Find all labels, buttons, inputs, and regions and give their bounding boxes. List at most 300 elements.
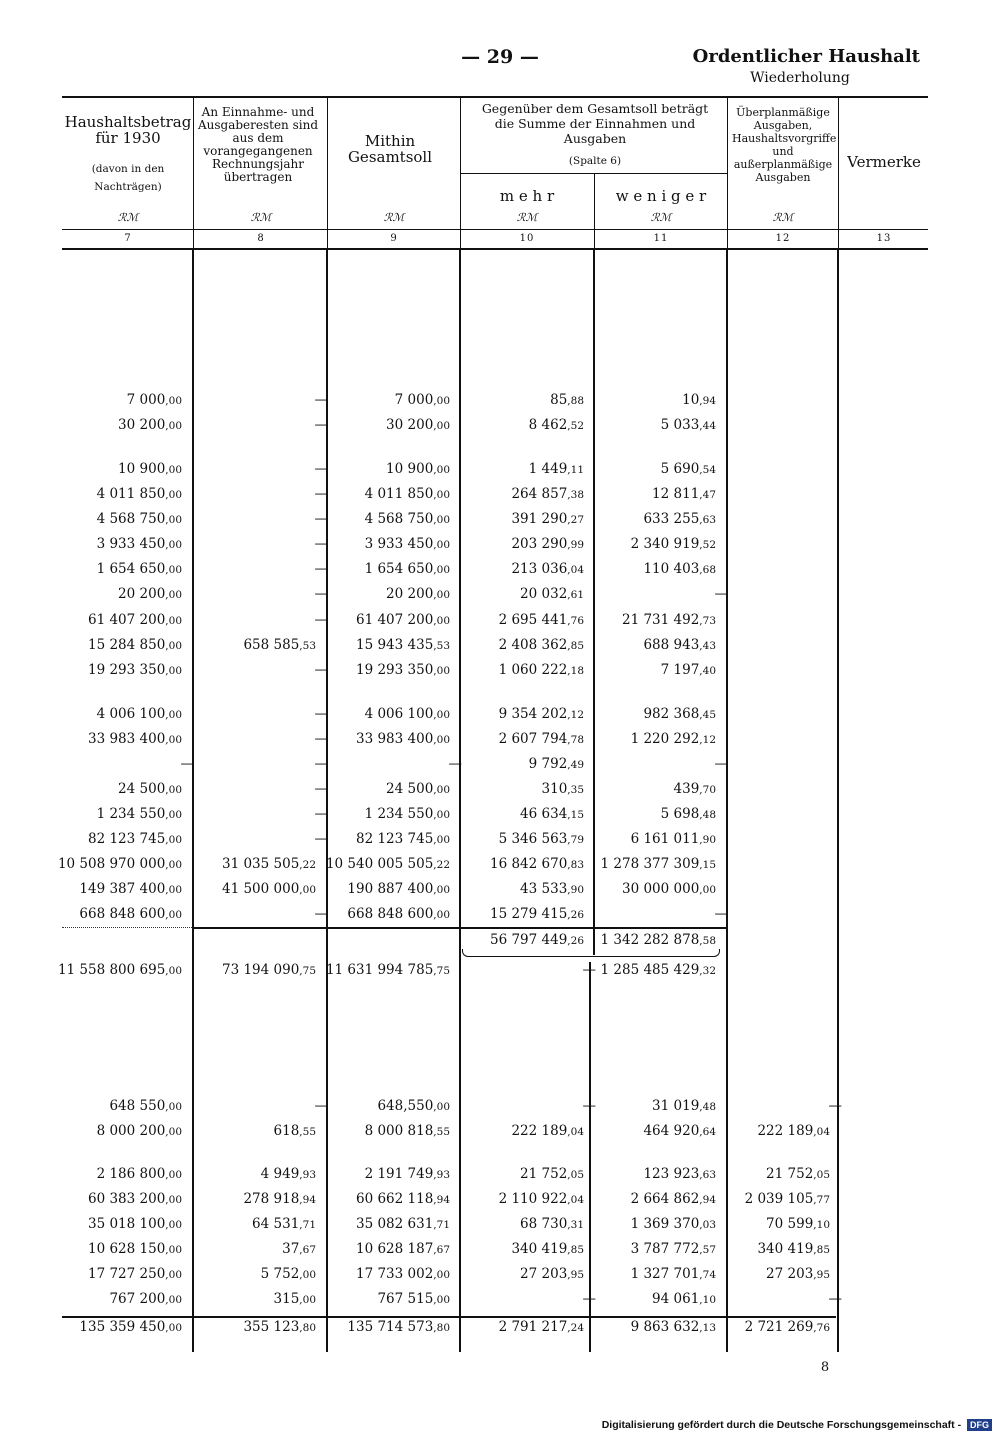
cell-fraction: ,00 <box>165 514 182 526</box>
cell-fraction: ,27 <box>567 514 584 526</box>
cell-value: 2 791 217 <box>498 1319 568 1335</box>
cell-value: 9 863 632 <box>630 1319 700 1335</box>
header-col7-note: (davon in den Nachträgen) <box>91 163 165 193</box>
cell-c12 <box>745 1190 830 1209</box>
cell-value: 464 920 <box>643 1123 700 1139</box>
cell-fraction: ,12 <box>567 709 584 721</box>
col-rule-12-13-header <box>838 97 839 249</box>
cell-fraction: ,00 <box>165 884 182 896</box>
page-subtitle: Wiederholung <box>750 70 850 86</box>
cell-c10 <box>542 780 584 799</box>
cell-value: 60 662 118 <box>356 1191 434 1207</box>
cell-fraction: ,80 <box>433 1322 450 1334</box>
header-col11: w e n i g e r <box>615 187 707 205</box>
cell-c8 <box>274 1290 316 1309</box>
cell-c10 <box>490 855 584 874</box>
cell-value: 668 848 600 <box>79 906 166 922</box>
cell-value: 9 792 <box>528 756 568 772</box>
cell-fraction: ,26 <box>567 935 584 947</box>
cell-c12 <box>766 1165 830 1184</box>
digitization-text: Digitalisierung gefördert durch die Deutsche Forschungsgemeinschaft - <box>601 1419 962 1431</box>
cell-value: 315 <box>273 1291 300 1307</box>
cell-value: 4 568 750 <box>364 511 434 527</box>
cell-value: — <box>314 511 328 527</box>
cell-c10 <box>520 805 584 824</box>
cell-c7 <box>109 1097 182 1116</box>
colnum-11: 11 <box>653 233 669 244</box>
cell-c11 <box>661 661 716 680</box>
unit-col8: ℛℳ <box>250 211 272 224</box>
cell-c10 <box>499 830 584 849</box>
cell-c10 <box>511 1122 584 1141</box>
cell-fraction: ,00 <box>433 464 450 476</box>
cell-fraction: ,00 <box>299 1269 316 1281</box>
cell-value: — <box>180 756 194 772</box>
cell-fraction: ,04 <box>567 564 584 576</box>
cell-value: 5 346 563 <box>498 831 568 847</box>
cell-fraction: ,22 <box>433 859 450 871</box>
cell-value: 10 508 970 000 <box>57 856 166 872</box>
cell-value: — <box>714 586 728 602</box>
cell-value: 10 540 005 505 <box>325 856 434 872</box>
cell-value: — <box>314 486 328 502</box>
cell-value: 222 189 <box>511 1123 568 1139</box>
cell-value: 5 033 <box>660 417 700 433</box>
cell-c7 <box>88 1240 182 1259</box>
cell-c10 <box>511 1240 584 1259</box>
cell-c10 <box>490 905 584 924</box>
cell-value: — <box>314 561 328 577</box>
cell-c11 <box>715 905 729 924</box>
col-rule-9-10-header <box>460 97 461 249</box>
cell-fraction: ,52 <box>699 539 716 551</box>
cell-c7 <box>118 460 182 479</box>
cell-c9 <box>365 1122 450 1141</box>
header-col9: Mithin Gesamtsoll <box>347 132 433 166</box>
cell-value: 340 419 <box>757 1241 814 1257</box>
cell-value: — <box>314 706 328 722</box>
colnum-13: 13 <box>876 233 892 244</box>
cell-value: — <box>314 662 328 678</box>
cell-c8 <box>315 416 329 435</box>
dfg-logo: DFG <box>967 1419 992 1431</box>
cell-value: 61 407 200 <box>88 612 166 628</box>
cell-fraction: ,93 <box>433 1169 450 1181</box>
cell-value: 2 340 919 <box>630 536 700 552</box>
cell-value: — <box>828 1291 842 1307</box>
cell-fraction: ,11 <box>567 464 584 476</box>
cell-fraction: ,90 <box>567 884 584 896</box>
cell-fraction: ,83 <box>567 859 584 871</box>
cell-value: 35 082 631 <box>356 1216 434 1232</box>
cell-c9 <box>386 780 450 799</box>
cell-value: 30 200 <box>386 417 434 433</box>
cell-c8 <box>222 855 316 874</box>
cell-c8 <box>315 585 329 604</box>
cell-value: 10 900 <box>118 461 166 477</box>
cell-value: 2 607 794 <box>498 731 568 747</box>
cell-value: — <box>314 756 328 772</box>
cell-c9 <box>377 1097 450 1116</box>
cell-value: — <box>314 536 328 552</box>
cell-fraction: ,94 <box>699 395 716 407</box>
cell-value: — <box>582 1291 596 1307</box>
cell-fraction: ,04 <box>567 1194 584 1206</box>
cell-c8 <box>315 560 329 579</box>
cell-fraction: ,05 <box>567 1169 584 1181</box>
cell-c7 <box>97 560 182 579</box>
cell-value: 190 887 400 <box>347 881 434 897</box>
cell-fraction: ,15 <box>699 859 716 871</box>
cell-value: 68 730 <box>520 1216 568 1232</box>
cell-value: — <box>582 1098 596 1114</box>
cell-c11 <box>674 780 716 799</box>
cell-value: 33 983 400 <box>88 731 166 747</box>
cell-c7 <box>58 855 182 874</box>
cell-fraction: ,00 <box>165 539 182 551</box>
cell-fraction: ,73 <box>699 615 716 627</box>
cell-c8 <box>315 905 329 924</box>
cell-fraction: ,64 <box>699 1126 716 1138</box>
cell-value: 8 000 200 <box>96 1123 166 1139</box>
cell-fraction: ,00 <box>165 965 182 977</box>
cell-c11 <box>631 830 716 849</box>
cell-fraction: ,75 <box>299 965 316 977</box>
cell-value: — <box>314 831 328 847</box>
cell-fraction: ,00 <box>433 589 450 601</box>
cell-c10 <box>499 1318 584 1337</box>
cell-value: 1 278 377 309 <box>600 856 700 872</box>
cell-c8 <box>315 391 329 410</box>
cell-value: 73 194 090 <box>222 962 300 978</box>
cell-fraction: ,54 <box>699 464 716 476</box>
cell-fraction: ,00 <box>433 489 450 501</box>
cell-value: 56 797 449 <box>490 932 568 948</box>
cell-fraction: ,79 <box>567 834 584 846</box>
cell-value: 3 933 450 <box>364 536 434 552</box>
cell-c10 <box>499 661 584 680</box>
subtotal-rule <box>192 927 727 929</box>
footer-page-number: 8 <box>820 1360 830 1375</box>
colnum-12: 12 <box>775 233 791 244</box>
cell-c9 <box>347 880 450 899</box>
cell-fraction: ,68 <box>699 564 716 576</box>
cell-c9 <box>365 510 450 529</box>
col-rule-9-10 <box>459 250 461 1352</box>
cell-value: 37 <box>282 1241 300 1257</box>
cell-value: 17 733 002 <box>356 1266 434 1282</box>
cell-fraction: ,94 <box>433 1194 450 1206</box>
cell-value: 3 933 450 <box>96 536 166 552</box>
cell-fraction: ,85 <box>813 1244 830 1256</box>
cell-c10 <box>529 416 584 435</box>
cell-c8 <box>261 1165 316 1184</box>
cell-value: 1 060 222 <box>498 662 568 678</box>
cell-fraction: ,63 <box>699 1169 716 1181</box>
cell-value: 439 <box>673 781 700 797</box>
cell-fraction: ,00 <box>165 1244 182 1256</box>
cell-fraction: ,67 <box>433 1244 450 1256</box>
unit-col10: ℛℳ <box>516 211 538 224</box>
cell-c10 <box>520 880 584 899</box>
cell-c12 <box>829 1290 843 1309</box>
cell-value: 9 354 202 <box>498 706 568 722</box>
col-rule-8-9-header <box>327 97 328 249</box>
cell-c7 <box>118 780 182 799</box>
subtotal-dotted-rule <box>62 927 192 928</box>
cell-value: 27 203 <box>766 1266 814 1282</box>
cell-value: 30 000 000 <box>622 881 700 897</box>
cell-c8 <box>315 705 329 724</box>
cell-c7 <box>97 1122 182 1141</box>
cell-value: 31 019 <box>652 1098 700 1114</box>
cell-fraction: ,00 <box>299 1294 316 1306</box>
cell-value: 355 123 <box>243 1319 300 1335</box>
cell-value: 60 383 200 <box>88 1191 166 1207</box>
cell-value: 1 234 550 <box>364 806 434 822</box>
cell-c8 <box>274 1122 316 1141</box>
cell-fraction: ,88 <box>567 395 584 407</box>
cell-value: 33 983 400 <box>356 731 434 747</box>
cell-fraction: ,00 <box>433 884 450 896</box>
cell-fraction: ,13 <box>699 1322 716 1334</box>
cell-value: 4 011 850 <box>364 486 434 502</box>
cell-value: 24 500 <box>386 781 434 797</box>
cell-fraction: ,78 <box>567 734 584 746</box>
cell-c8 <box>261 1265 316 1284</box>
cell-c9 <box>386 585 450 604</box>
cell-c10 <box>499 705 584 724</box>
cell-value: 94 061 <box>652 1291 700 1307</box>
cell-value: 1 342 282 878 <box>600 932 700 948</box>
cell-c10 <box>511 485 584 504</box>
cell-c12 <box>757 1240 830 1259</box>
cell-c8 <box>243 636 316 655</box>
cell-c11 <box>682 391 716 410</box>
cell-value: 17 727 250 <box>88 1266 166 1282</box>
cell-c11 <box>601 855 716 874</box>
unit-col7: ℛℳ <box>117 211 139 224</box>
table-top-rule <box>62 96 928 98</box>
cell-fraction: ,52 <box>567 420 584 432</box>
cell-value: — <box>314 806 328 822</box>
cell-c8 <box>222 880 316 899</box>
cell-c12 <box>766 1215 830 1234</box>
cell-c10 <box>583 961 597 980</box>
cell-value: 203 290 <box>511 536 568 552</box>
cell-c10 <box>511 510 584 529</box>
cell-value: 2 110 922 <box>498 1191 568 1207</box>
cell-c12 <box>745 1318 830 1337</box>
cell-c11 <box>652 485 716 504</box>
cell-value: 1 654 650 <box>364 561 434 577</box>
cell-c8 <box>243 1318 316 1337</box>
cell-c11 <box>631 1265 716 1284</box>
cell-c9 <box>365 805 450 824</box>
cell-fraction: ,44 <box>699 420 716 432</box>
cell-fraction: ,74 <box>699 1269 716 1281</box>
cell-value: 31 035 505 <box>222 856 300 872</box>
cell-c9 <box>365 535 450 554</box>
cell-c8 <box>315 535 329 554</box>
cell-value: 35 018 100 <box>88 1216 166 1232</box>
col-rule-7-8 <box>192 250 194 1352</box>
cell-c10 <box>499 1190 584 1209</box>
cell-c9 <box>386 416 450 435</box>
cell-fraction: ,63 <box>699 514 716 526</box>
cell-fraction: ,00 <box>165 1219 182 1231</box>
cell-fraction: ,00 <box>433 709 450 721</box>
cell-fraction: ,55 <box>299 1126 316 1138</box>
cell-c7 <box>88 1265 182 1284</box>
cell-fraction: ,00 <box>433 539 450 551</box>
cell-c7 <box>88 830 182 849</box>
cell-fraction: ,67 <box>299 1244 316 1256</box>
cell-value: 4 006 100 <box>96 706 166 722</box>
cell-fraction: ,40 <box>699 665 716 677</box>
cell-value: 12 811 <box>652 486 700 502</box>
cell-fraction: ,00 <box>165 734 182 746</box>
cell-fraction: ,57 <box>699 1244 716 1256</box>
cell-value: 767 200 <box>109 1291 166 1307</box>
header-col8: An Einnahme- und Ausgaberesten sind aus dem vorangegangenen Rechnungsjahr übertragen <box>197 105 319 184</box>
cell-c11 <box>661 416 716 435</box>
cell-value: 633 255 <box>643 511 700 527</box>
header-col12: Überplanmäßige Ausgaben, Haushaltsvorgriffe und außerplanmäßige Ausgaben <box>732 106 837 184</box>
cell-c9 <box>356 830 450 849</box>
cell-value: 43 533 <box>520 881 568 897</box>
cell-value: 5 752 <box>260 1266 300 1282</box>
cell-fraction: ,00 <box>165 1269 182 1281</box>
cell-c9 <box>347 1318 450 1337</box>
cell-value: 982 368 <box>643 706 700 722</box>
cell-c11 <box>643 1122 716 1141</box>
cell-c11 <box>631 535 716 554</box>
cell-fraction: ,00 <box>165 859 182 871</box>
cell-value: 658 585 <box>243 637 300 653</box>
cell-c9 <box>347 905 450 924</box>
cell-value: 110 403 <box>643 561 700 577</box>
cell-fraction: ,49 <box>567 759 584 771</box>
cell-fraction: ,61 <box>567 589 584 601</box>
cell-value: 135 359 450 <box>79 1319 166 1335</box>
cell-fraction: ,00 <box>165 589 182 601</box>
cell-fraction: ,94 <box>299 1194 316 1206</box>
cell-value: 20 200 <box>118 586 166 602</box>
cell-value: 222 189 <box>757 1123 814 1139</box>
cell-c11 <box>643 510 716 529</box>
cell-c8 <box>315 830 329 849</box>
cell-c7 <box>181 755 195 774</box>
cell-value: 15 279 415 <box>490 906 568 922</box>
cell-value: 767 515 <box>377 1291 434 1307</box>
cell-fraction: ,04 <box>567 1126 584 1138</box>
cell-fraction: ,76 <box>813 1322 830 1334</box>
cell-fraction: ,00 <box>433 1269 450 1281</box>
cell-c11 <box>643 1165 716 1184</box>
cell-c7 <box>109 1290 182 1309</box>
cell-c11 <box>661 460 716 479</box>
cell-c8 <box>252 1215 316 1234</box>
cell-fraction: ,05 <box>813 1169 830 1181</box>
col-rule-12-13 <box>837 250 839 1352</box>
cell-value: 2 695 441 <box>498 612 568 628</box>
cell-c8 <box>282 1240 316 1259</box>
cell-value: 5 690 <box>660 461 700 477</box>
cell-c11 <box>715 755 729 774</box>
cell-fraction: ,71 <box>299 1219 316 1231</box>
cell-c11 <box>622 611 716 630</box>
cell-value: 2 191 749 <box>364 1166 434 1182</box>
cell-value: 21 752 <box>520 1166 568 1182</box>
cell-value: 11 558 800 695 <box>57 962 166 978</box>
cell-value: — <box>314 1098 328 1114</box>
cell-c7 <box>97 1165 182 1184</box>
cell-c11 <box>643 636 716 655</box>
cell-value: 4 568 750 <box>96 511 166 527</box>
cell-c9 <box>377 1290 450 1309</box>
cell-value: 4 011 850 <box>96 486 166 502</box>
cell-value: 135 714 573 <box>347 1319 434 1335</box>
cell-value: — <box>714 756 728 772</box>
cell-value: 15 943 435 <box>356 637 434 653</box>
cell-c9 <box>326 961 450 980</box>
cell-c11 <box>715 585 729 604</box>
header-col13: Vermerke <box>847 153 921 171</box>
cell-fraction: ,47 <box>699 489 716 501</box>
cell-fraction: ,00 <box>433 665 450 677</box>
cell-value: 264 857 <box>511 486 568 502</box>
cell-fraction: ,18 <box>567 665 584 677</box>
cell-fraction: ,45 <box>699 709 716 721</box>
colnum-8: 8 <box>257 233 265 244</box>
cell-fraction: ,70 <box>699 784 716 796</box>
header-group-10-11: Gegenüber dem Gesamtsoll beträgt die Summe der Einnahmen und Ausgaben <box>481 101 709 146</box>
header-col7: Haushaltsbetrag für 1930 <box>64 113 192 147</box>
cell-fraction: ,24 <box>567 1322 584 1334</box>
cell-value: 46 634 <box>520 806 568 822</box>
cell-value: 2 408 362 <box>498 637 568 653</box>
cell-c10 <box>520 1265 584 1284</box>
cell-fraction: ,85 <box>567 1244 584 1256</box>
cell-value: 64 531 <box>252 1216 300 1232</box>
cell-fraction: ,80 <box>299 1322 316 1334</box>
cell-c8 <box>315 485 329 504</box>
cell-fraction: ,00 <box>165 1169 182 1181</box>
cell-value: — <box>314 461 328 477</box>
cell-c11 <box>652 1097 716 1116</box>
unit-col9: ℛℳ <box>383 211 405 224</box>
cell-c10 <box>529 460 584 479</box>
header-col10: m e h r <box>499 187 555 205</box>
cell-c7 <box>58 961 182 980</box>
cell-c11 <box>631 1240 716 1259</box>
cell-fraction: ,00 <box>165 1126 182 1138</box>
cell-c11 <box>652 1290 716 1309</box>
cell-value: — <box>314 586 328 602</box>
cell-c10 <box>499 636 584 655</box>
cell-c9 <box>356 661 450 680</box>
cell-value: 2 664 862 <box>630 1191 700 1207</box>
cell-value: 21 731 492 <box>622 612 700 628</box>
cell-c9 <box>365 485 450 504</box>
cell-c10 <box>520 1165 584 1184</box>
cell-value: 7 000 <box>126 392 166 408</box>
cell-c11 <box>622 880 716 899</box>
col-rule-7-8-header <box>193 97 194 249</box>
cell-value: 10 628 150 <box>88 1241 166 1257</box>
cell-c7 <box>97 535 182 554</box>
